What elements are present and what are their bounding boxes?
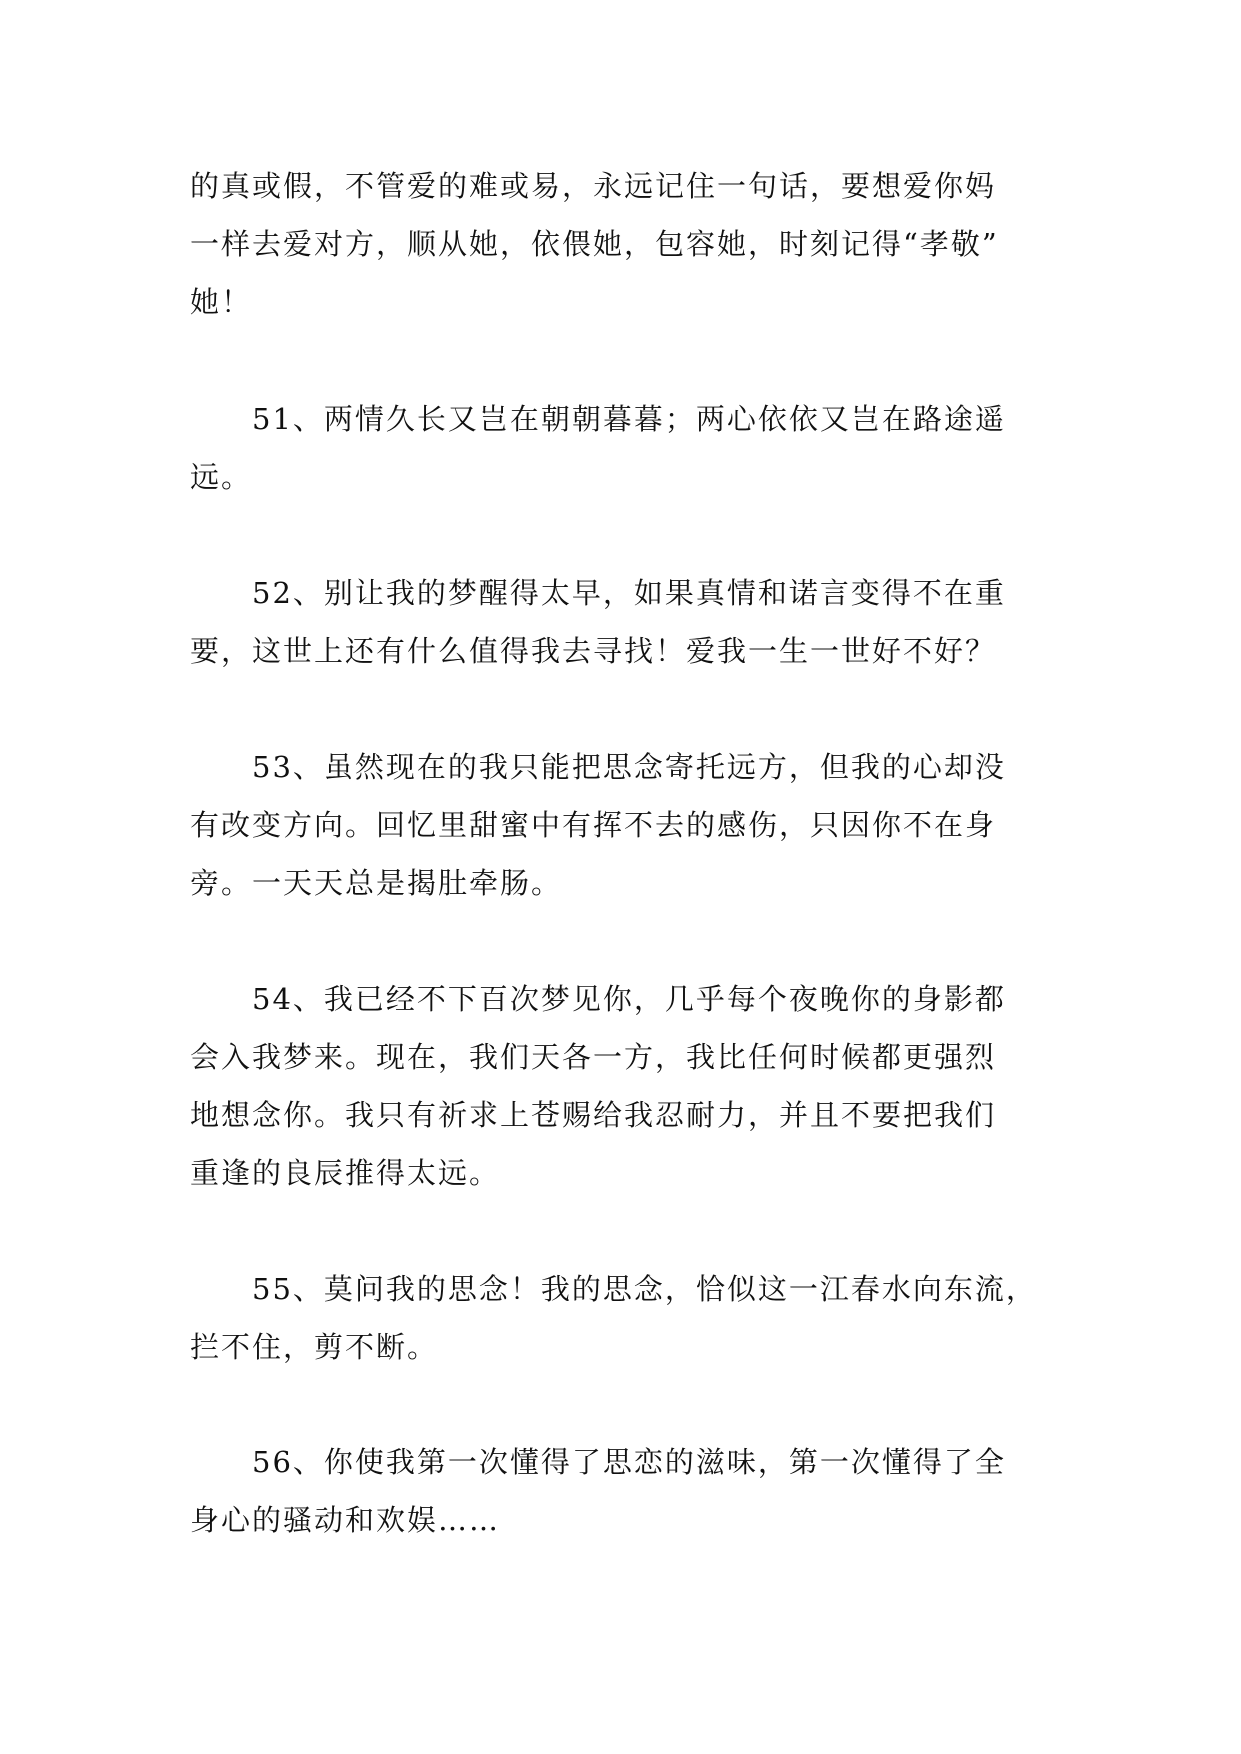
paragraph-line: 重逢的良辰推得太远。 [190, 1156, 501, 1190]
paragraph-52 [190, 564, 1050, 680]
paragraph-line: 54、我已经不下百次梦见你，几乎每个夜晚你的身影都 [252, 982, 1006, 1016]
paragraph-line: 身心的骚动和欢娱…… [190, 1503, 501, 1537]
paragraph-line: 53、虽然现在的我只能把思念寄托远方，但我的心却没 [252, 750, 1006, 784]
paragraph-56 [190, 1433, 1050, 1549]
paragraph-51 [190, 390, 1050, 506]
paragraph-line: 56、你使我第一次懂得了思恋的滋味，第一次懂得了全 [252, 1445, 1006, 1479]
paragraph-55 [190, 1260, 1050, 1376]
paragraph-line: 她！ [190, 285, 253, 319]
paragraph-line: 会入我梦来。现在，我们天各一方，我比任何时候都更强烈 [190, 1040, 997, 1074]
paragraph-continued [190, 157, 1050, 331]
paragraph-line: 要，这世上还有什么值得我去寻找！爱我一生一世好不好？ [190, 634, 997, 668]
paragraph-line: 有改变方向。回忆里甜蜜中有挥不去的感伤，只因你不在身 [190, 808, 997, 842]
paragraph-53 [190, 738, 1050, 912]
paragraph-line: 55、莫问我的思念！我的思念，恰似这一江春水向东流， [252, 1272, 1037, 1306]
paragraph-line: 52、别让我的梦醒得太早，如果真情和诺言变得不在重 [252, 576, 1006, 610]
paragraph-54 [190, 970, 1050, 1202]
paragraph-line: 地想念你。我只有祈求上苍赐给我忍耐力，并且不要把我们 [190, 1098, 997, 1132]
paragraph-line: 51、两情久长又岂在朝朝暮暮；两心依依又岂在路途遥 [252, 402, 1006, 436]
paragraph-line: 一样去爱对方，顺从她，依偎她，包容她，时刻记得“孝敬” [190, 227, 999, 261]
paragraph-line: 远。 [190, 460, 253, 494]
paragraph-line: 的真或假，不管爱的难或易，永远记住一句话，要想爱你妈 [190, 169, 997, 203]
paragraph-line: 旁。一天天总是揭肚牵肠。 [190, 866, 563, 900]
paragraph-line: 拦不住，剪不断。 [190, 1330, 439, 1364]
